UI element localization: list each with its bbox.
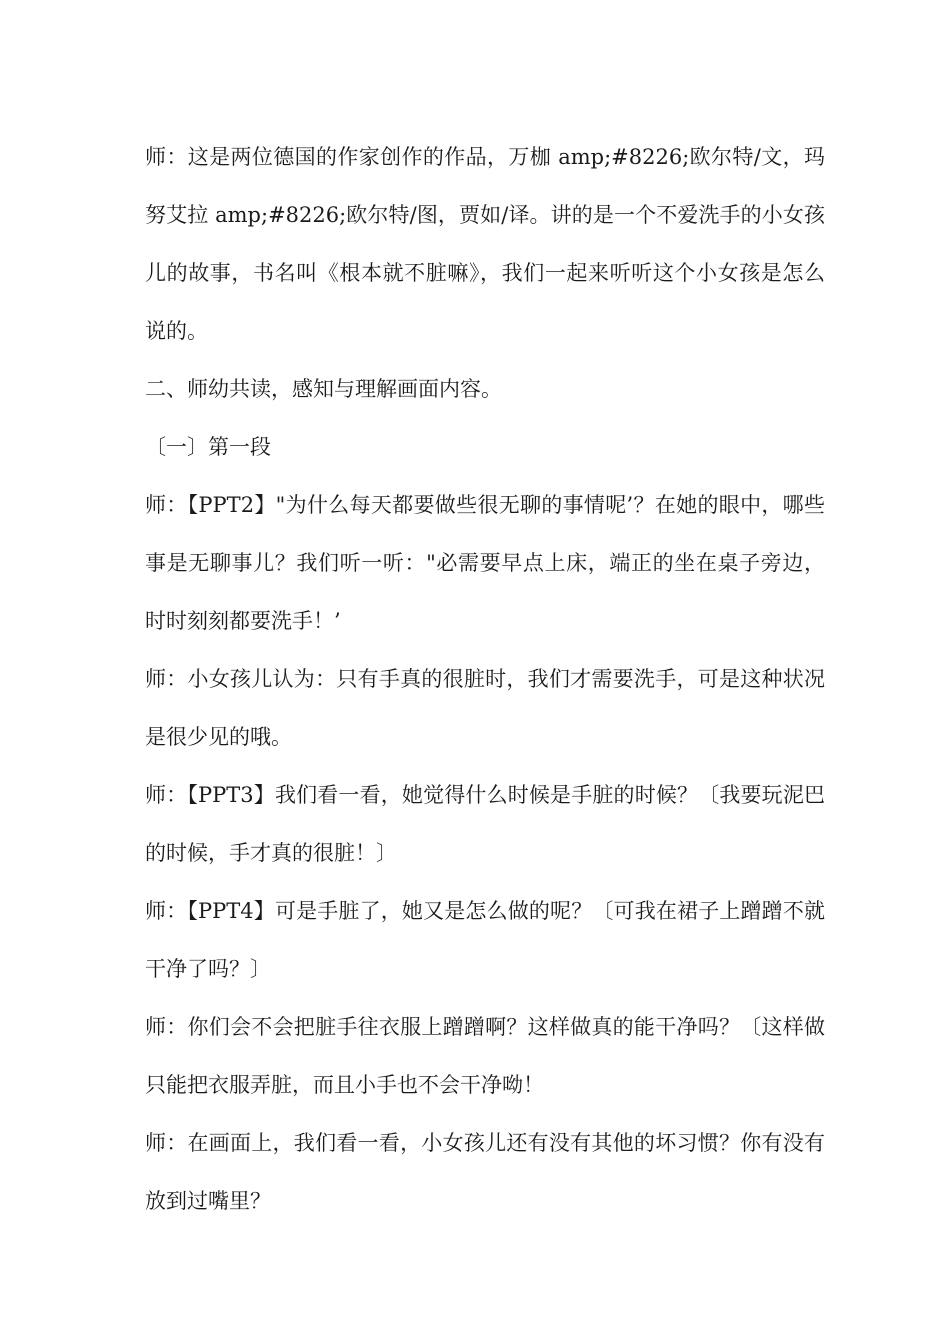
paragraph-teacher-note: 师：小女孩儿认为：只有手真的很脏时，我们才需要洗手，可是这种状况是很少见的哦。 bbox=[145, 667, 825, 749]
paragraph-ppt4: 师：【PPT4】可是手脏了，她又是怎么做的呢？〔可我在裙子上蹭蹭不就干净了吗？〕 bbox=[145, 899, 825, 981]
section-heading: 二、师幼共读，感知与理解画面内容。 bbox=[145, 377, 502, 401]
paragraph-intro: 师：这是两位德国的作家创作的作品，万枷 amp;#8226;欧尔特/文，玛努艾拉 amp;#8226;欧尔特/图，贾如/译。讲的是一个不爱洗手的小女孩儿的故事，书名叫《根本就不脏嘛》，我们一起来听听这个小女孩是怎么说的。 bbox=[145, 145, 825, 343]
paragraph-ppt2: 师：【PPT2】"为什么每天都要做些很无聊的事情呢’？在她的眼中，哪些事是无聊事儿？我们听一听："必需要早点上床，端正的坐在桌子旁边，时时刻刻都要洗手！’ bbox=[145, 493, 825, 633]
paragraph-ppt3: 师：【PPT3】我们看一看，她觉得什么时候是手脏的时候？〔我要玩泥巴的时候，手才真的很脏！〕 bbox=[145, 783, 825, 865]
subsection-heading: 〔一〕第一段 bbox=[145, 435, 271, 459]
document-body bbox=[145, 128, 825, 1230]
paragraph-closing: 师：在画面上，我们看一看，小女孩儿还有没有其他的坏习惯？你有没有放到过嘴里？ bbox=[145, 1131, 825, 1213]
paragraph-question: 师：你们会不会把脏手往衣服上蹭蹭啊？这样做真的能干净吗？〔这样做只能把衣服弄脏，而且小手也不会干净呦！ bbox=[145, 1015, 825, 1097]
